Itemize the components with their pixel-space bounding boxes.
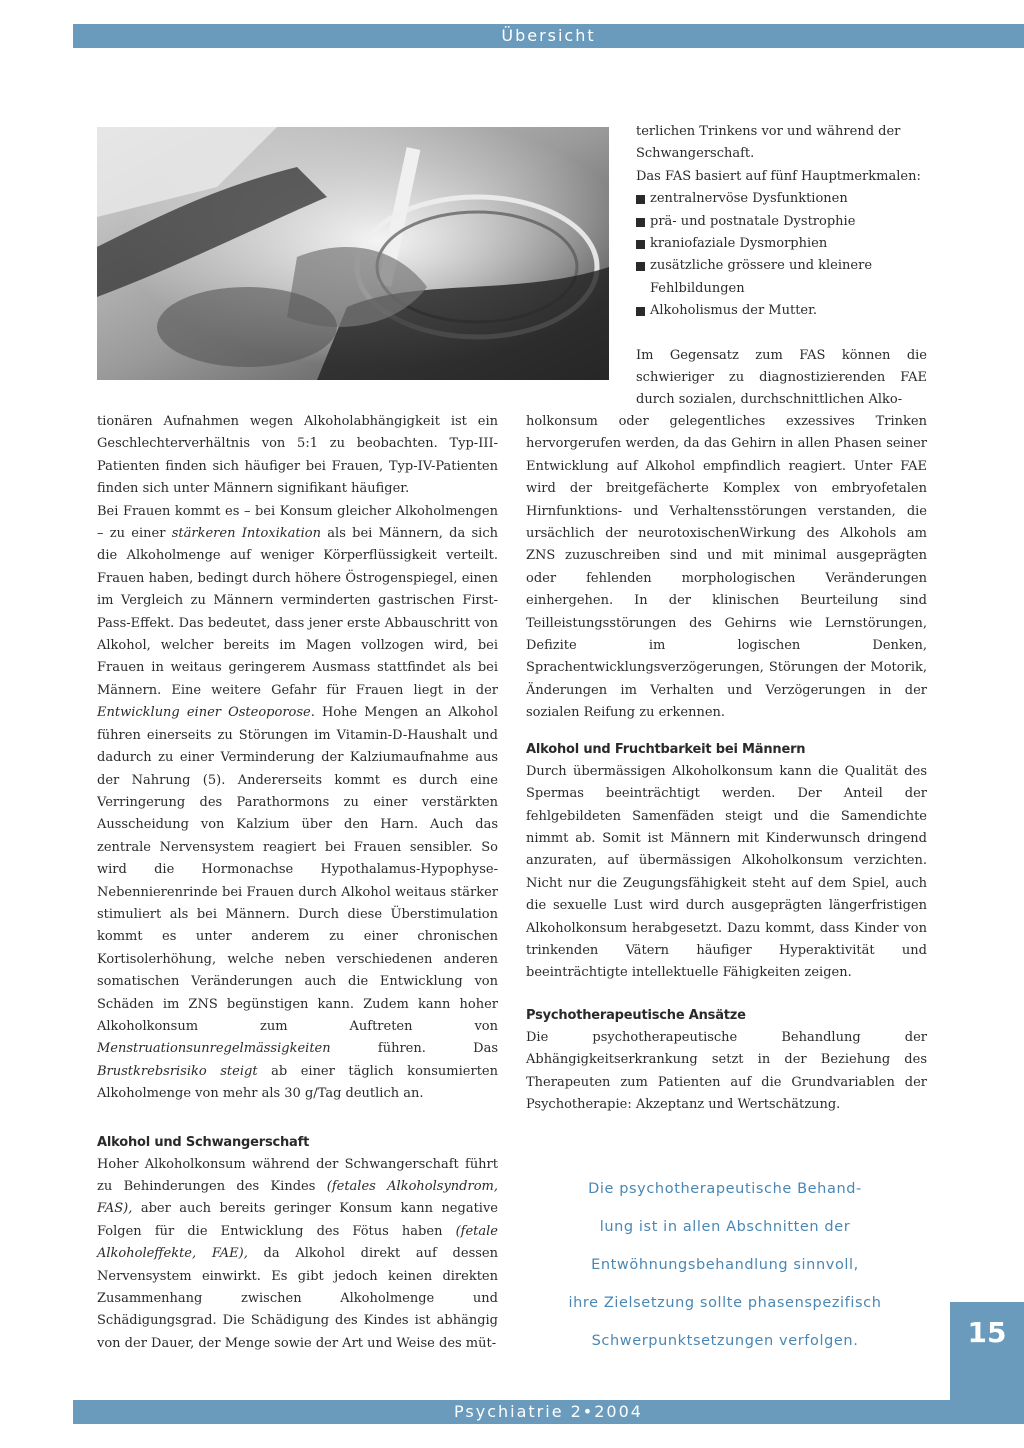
heading-men-fertility: Alkohol und Fruchtbarkeit bei Männern <box>526 741 806 757</box>
right-column <box>526 411 927 1116</box>
paragraph: tionären Aufnahmen wegen Alkoholabhängigkeit ist ein Geschlechterverhältnis von 5:1 zu beobachten. Typ-III-Patienten finden sich häufiger bei Frauen, Typ-IV-Patienten finden sich unter Männern signifikant häufiger. <box>97 414 498 497</box>
alcohol-glass-photo-icon <box>97 127 609 380</box>
paragraph: Durch übermässigen Alkoholkonsum kann die Qualität des Spermas beeinträchtigt werden. Der Anteil der fehlgebildeten Samenfäden steigt und die Samendichte nimmt ab. Somit ist Männern mit Kinderwunsch dringend anzuraten, auf übermässigen Alkoholkonsum verzichten. Nicht nur die Zeugungsfähigkeit steht auf dem Spiel, auch die sexuelle Lust wird durch ausgeprägten längerfristigen Alkoholkonsum herabgesetzt. Dazu kommt, dass Kinder von trinkenden Vätern häufiger Hyperaktivität und beeinträchtigte intellektuelle Fähigkeiten zeigen. <box>526 763 927 981</box>
fas-list-intro: Das FAS basiert auf fünf Hauptmerkmalen: <box>636 168 921 184</box>
list-item: kraniofaziale Dysmorphien <box>636 233 927 255</box>
heading-psychotherapy: Psychotherapeutische Ansätze <box>526 1007 746 1023</box>
left-column <box>97 411 498 1355</box>
journal-footer: Psychiatrie 2•2004 <box>73 1400 1024 1424</box>
heading-pregnancy: Alkohol und Schwangerschaft <box>97 1134 310 1150</box>
page-number: 15 <box>950 1302 1024 1400</box>
paragraph: holkonsum oder gelegentliches exzessives Trinken hervorgerufen werden, da das Gehirn in allen Phasen seiner Entwicklung auf Alkohol empfindlich reagiert. Unter FAE wird der breitgefächerte Komplex von embryofetalen Hirnfunktions- und Verhaltensstörungen verstanden, die ursächlich der neurotoxischenWirkung des Alkohols am ZNS zuzuschreiben sind und mit minimal ausgeprägten oder fehlenden morphologischen Veränderungen einhergehen. In der klinischen Beurteilung sind Teilleistungsstörungen des Gehirns wie Lernstörungen, Defizite im logischen Denken, Sprachentwicklungsverzögerungen, Störungen der Motorik, Änderungen im Verhalten und Verzögerungen in der sozialen Reifung zu erkennen. <box>526 414 927 721</box>
pull-quote-line: Entwöhnungsbehandlung sinnvoll, <box>591 1257 859 1273</box>
pull-quote-line: Die psychotherapeutische Behand- <box>588 1181 862 1197</box>
list-item: zusätzliche grössere und kleinere Fehlbildungen <box>636 255 927 300</box>
bullet-square-icon <box>636 240 645 249</box>
paragraph: Bei Frauen kommt es – bei Konsum gleicher Alkoholmengen – zu einer stärkeren Intoxikation als bei Männern, da sich die Alkoholmenge auf weniger Körperflüssigkeit verteilt. Frauen haben, bedingt durch höhere Östrogenspiegel, einen im Vergleich zu Männern verminderten gastrischen First-Pass-Effekt. Das bedeutet, dass jener erste Abbauschritt von Alkohol, welcher bereits im Magen vollzogen wird, bei Frauen in weitaus geringerem Ausmass stattfindet als bei Männern. Eine weitere Gefahr für Frauen liegt in der Entwicklung einer Osteoporose. Hohe Mengen an Alkohol führen einerseits zu Störungen im Vitamin-D-Haushalt und dadurch zu einer Verminderung der Kalziumaufnahme aus der Nahrung (5). Andererseits kommt es durch eine Verringerung des Parathormons zu einer verstärkten Ausscheidung von Kalzium über den Harn. Auch das zentrale Nervensystem reagiert bei Frauen sensibler. So wird die Hormonachse Hypothalamus-Hypophyse-Nebennierenrinde bei Frauen durch Alkohol weitaus stärker stimuliert als bei Männern. Durch diese Überstimulation kommt es unter anderem zu einer chronischen Kortisolerhöhung, welche neben verschiedenen anderen somatischen Veränderungen auch die Entwicklung von Schäden im ZNS begünstigen kann. Zudem kann hoher Alkoholkonsum zum Auftreten von Menstruationsunregelmässigkeiten führen. Das Brustkrebsrisiko steigt ab einer täglich konsumierten Alkoholmenge von mehr als 30 g/Tag deutlich an. <box>97 503 499 1102</box>
section-header: Übersicht <box>73 24 1024 48</box>
paragraph: Hoher Alkoholkonsum während der Schwangerschaft führt zu Behinderungen des Kindes (fetales Alkoholsyndrom, FAS), aber auch bereits geringer Konsum kann negative Folgen für die Entwicklung des Fötus haben (fetale Alkoholeffekte, FAE), da Alkohol direkt auf dessen Nervensystem einwirkt. Es gibt jedoch keinen direkten Zusammenhang zwischen Alkoholmenge und Schädigungsgrad. Die Schädigung des Kindes ist abhängig von der Dauer, der Menge sowie der Art und Weise des müt- <box>97 1156 498 1351</box>
right-top-column <box>636 121 927 412</box>
bullet-square-icon <box>636 262 645 271</box>
fae-paragraph: Im Gegensatz zum FAS können die schwieriger zu diagnostizierenden FAE durch sozialen, durchschnittlichen Alko- <box>636 347 927 408</box>
list-item: prä- und postnatale Dystrophie <box>636 211 927 233</box>
article-photo <box>97 127 609 380</box>
list-item: zentralnervöse Dysfunktionen <box>636 188 927 210</box>
bullet-square-icon <box>636 307 645 316</box>
bullet-square-icon <box>636 195 645 204</box>
pull-quote-line: Schwerpunktsetzungen verfolgen. <box>591 1333 859 1349</box>
list-item: Alkoholismus der Mutter. <box>636 300 927 322</box>
pull-quote-line: ihre Zielsetzung sollte phasenspezifisch <box>568 1295 882 1311</box>
bullet-square-icon <box>636 218 645 227</box>
fas-intro-text: terlichen Trinkens vor und während der Schwangerschaft. <box>636 124 901 162</box>
pull-quote <box>510 1170 940 1360</box>
paragraph: Die psychotherapeutische Behandlung der Abhängigkeitserkrankung setzt in der Beziehung des Therapeuten zum Patienten auf die Grundvariablen der Psychotherapie: Akzeptanz und Wertschätzung. <box>526 1029 927 1112</box>
pull-quote-line: lung ist in allen Abschnitten der <box>599 1219 851 1235</box>
